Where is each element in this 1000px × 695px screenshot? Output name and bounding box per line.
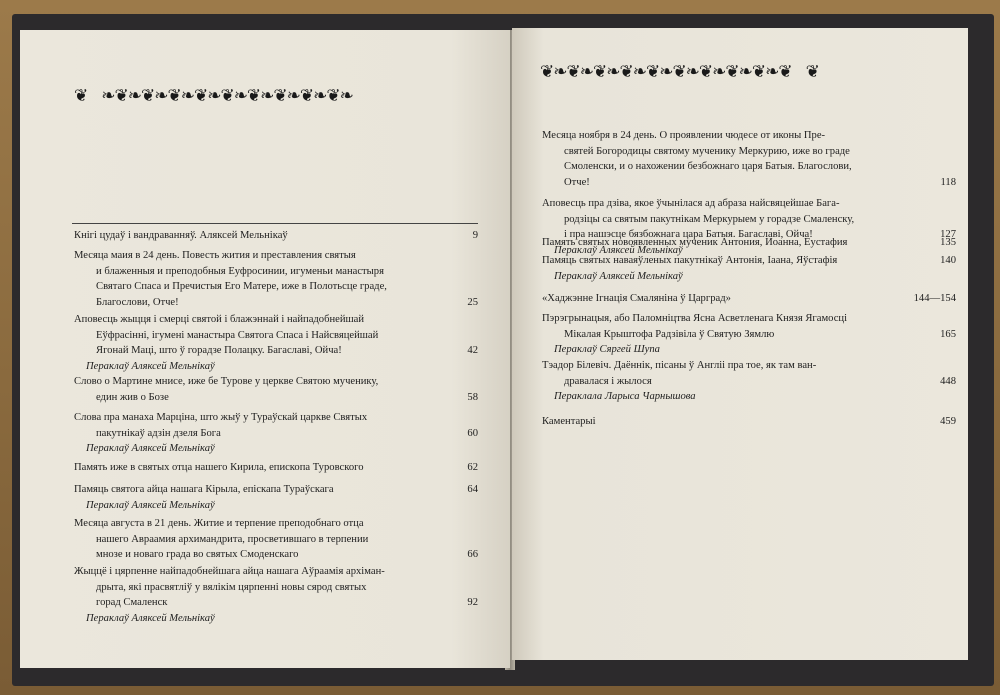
entry-page-number: 459 xyxy=(940,416,956,427)
entry-page-number: 144—154 xyxy=(913,293,956,304)
toc-entry xyxy=(542,311,956,358)
entry-page-number: 140 xyxy=(940,255,956,266)
entry-page-number: 9 xyxy=(472,230,478,241)
toc-entry xyxy=(542,291,956,307)
entry-title-line: Месяца ноября в 24 день. О проявлении чюдесе от иконы Пре- xyxy=(542,130,826,141)
entry-title-line: Отче! xyxy=(564,176,590,188)
toc-entry xyxy=(74,482,478,513)
entry-page-number: 42 xyxy=(467,345,478,357)
toc-entry xyxy=(542,235,956,251)
entry-page-number: 64 xyxy=(467,484,478,495)
entry-title-line: горад Смаленск xyxy=(96,597,168,609)
toc-entry xyxy=(74,564,478,626)
entry-title-line: Благослови, Отче! xyxy=(96,296,179,308)
entry-title-line: Слово о Мартине мнисе, иже бе Турове у церкве Святою мученику, xyxy=(74,376,379,387)
entry-title-line: Кнігі цудаў і вандраванняў. Аляксей Мельнікаў xyxy=(74,230,288,241)
entry-title-line: Святаго Спаса и Пречистыя Его Матере, иже в Полотьсце граде, xyxy=(96,281,387,293)
entry-translator: Пераклаў Аляксей Мельнікаў xyxy=(86,499,215,511)
entry-title-line: мнозе и новаго града во святых Смоденскаго xyxy=(96,549,299,561)
entry-page-number: 127 xyxy=(940,229,956,241)
ornament-icon: ❦❧❦❧❦❧❦❧❦❧❦❧❦❧❦❧❦❧❦ xyxy=(540,62,792,82)
entry-page-number: 66 xyxy=(467,549,478,561)
entry-page-number: 448 xyxy=(940,375,956,387)
entry-translator: Пераклаў Аляксей Мельнікаў xyxy=(86,360,215,372)
entry-translator: Пераклаў Сяргей Шупа xyxy=(554,344,660,356)
ornament-icon: ❦ xyxy=(74,86,88,106)
entry-title-line: «Хаджэнне Ігнацiя Смаляніна ў Царград» xyxy=(542,293,731,304)
entry-title-line: святей Богородицы святому мученику Меркурию, иже во граде xyxy=(564,145,850,157)
entry-title-line: и блаженныя и преподобныя Еуфросинии, игуменьи манастыря xyxy=(96,265,384,277)
entry-title-line: Аповесць жыцця і смерці святой і блажэннай і найпадобнейшай xyxy=(74,314,365,325)
toc-entry xyxy=(74,248,478,310)
toc-entry xyxy=(74,460,478,476)
entry-page-number: 165 xyxy=(940,328,956,340)
entry-title-line: нашего Авраамия архимандрита, просветившаго в терпении xyxy=(96,533,369,545)
entry-title-line: Ягонай Маці, што ў горадзе Полацку. Багаславі, Ойча! xyxy=(96,345,342,357)
divider xyxy=(72,223,478,224)
entry-title-line: Тэадор Білевіч. Даённік, пісаны ў Англіі пра тое, як там ван- xyxy=(542,360,817,371)
entry-translator: Пераклаў Аляксей Мельнікаў xyxy=(86,443,215,455)
toc-entry xyxy=(74,228,478,244)
ornament-icon: ❧❦❧❦❧❦❧❦❧❦❧❦❧❦❧❦❧❦❧ xyxy=(101,86,353,106)
entry-title-line: родзіцы са святым пакутнікам Меркурыем у горадзе Смаленску, xyxy=(564,213,855,225)
entry-translator: Пераклаў Аляксей Мельнікаў xyxy=(86,612,215,624)
entry-title-line: Месяца августа в 21 день. Житие и терпение преподобнаго отца xyxy=(74,518,364,529)
entry-title-line: Жыццё і цярпенне найпадобнейшага айца нашага Аўраамія архіман- xyxy=(74,566,385,577)
left-header xyxy=(74,86,353,106)
entry-title-line: Мікалая Крыштофа Радзівіла ў Святую Зямлю xyxy=(564,328,775,340)
entry-translator: Пераклала Ларыса Чарнышова xyxy=(554,391,696,403)
entry-title-line: един жив о Бозе xyxy=(96,391,169,403)
entry-title-line: Смоленски, и о нахожении безбожнаго царя Батыя. Благослови, xyxy=(564,161,852,173)
right-header xyxy=(540,62,819,82)
entry-title-line: Память иже в святых отца нашего Кирила, епископа Туровского xyxy=(74,462,364,473)
toc-entry xyxy=(542,414,956,430)
toc-entry xyxy=(74,410,478,457)
entry-title-line: і пра нашэсце бязбожнага цара Батыя. Багаславі, Ойча! xyxy=(564,229,813,241)
entry-page-number: 135 xyxy=(940,237,956,248)
ornament-icon: ❦ xyxy=(805,62,819,82)
entry-title-line: дрыта, які прасвятліў у вялікім цярпенні новы сярод святых xyxy=(96,581,367,593)
entry-title-line: Каментарыі xyxy=(542,416,596,427)
toc-entry xyxy=(74,516,478,563)
entry-page-number: 62 xyxy=(467,462,478,473)
toc-entry xyxy=(74,374,478,405)
toc-entry xyxy=(542,253,956,284)
entry-title-line: Память святых новоявленных мученик Антония, Иоанна, Еустафия xyxy=(542,237,848,248)
entry-translator: Пераклаў Аляксей Мельнікаў xyxy=(554,244,683,256)
entry-page-number: 92 xyxy=(467,597,478,609)
entry-title-line: Пэрэгрынацыя, або Паломніцтва Ясна Асветленага Князя Ягамосці xyxy=(542,313,848,324)
toc-entry xyxy=(74,312,478,374)
entry-page-number: 58 xyxy=(467,391,478,403)
entry-title-line: Памяць святых наваяўленых пакутнікаў Антонія, Іаана, Яўстафія xyxy=(542,255,838,266)
toc-entry xyxy=(542,358,956,405)
entry-page-number: 118 xyxy=(940,176,956,188)
entry-title-line: Месяца маия в 24 день. Повесть жития и преставления святыя xyxy=(74,250,356,261)
toc-entry xyxy=(542,128,956,190)
left-page xyxy=(20,30,510,668)
entry-title-line: Еўфрасінні, ігумені манастыра Святога Спаса і Найсвяцейшай xyxy=(96,329,379,341)
entry-title-line: Аповесць пра дзіва, якое ўчынілася ад абраза найсвяцейшае Бага- xyxy=(542,198,840,209)
entry-page-number: 25 xyxy=(467,296,478,308)
entry-title-line: дравалася і жылося xyxy=(564,375,652,387)
entry-page-number: 60 xyxy=(467,427,478,439)
entry-title-line: Памяць святога айца нашага Кірыла, епіскапа Тураўскага xyxy=(74,484,334,495)
entry-title-line: Слова пра манаха Марціна, што жыў у Тураўскай царкве Святых xyxy=(74,412,368,423)
right-page xyxy=(512,28,968,660)
entry-title-line: пакутнікаў адзін дзеля Бога xyxy=(96,427,221,439)
entry-translator: Пераклаў Аляксей Мельнікаў xyxy=(554,270,683,282)
